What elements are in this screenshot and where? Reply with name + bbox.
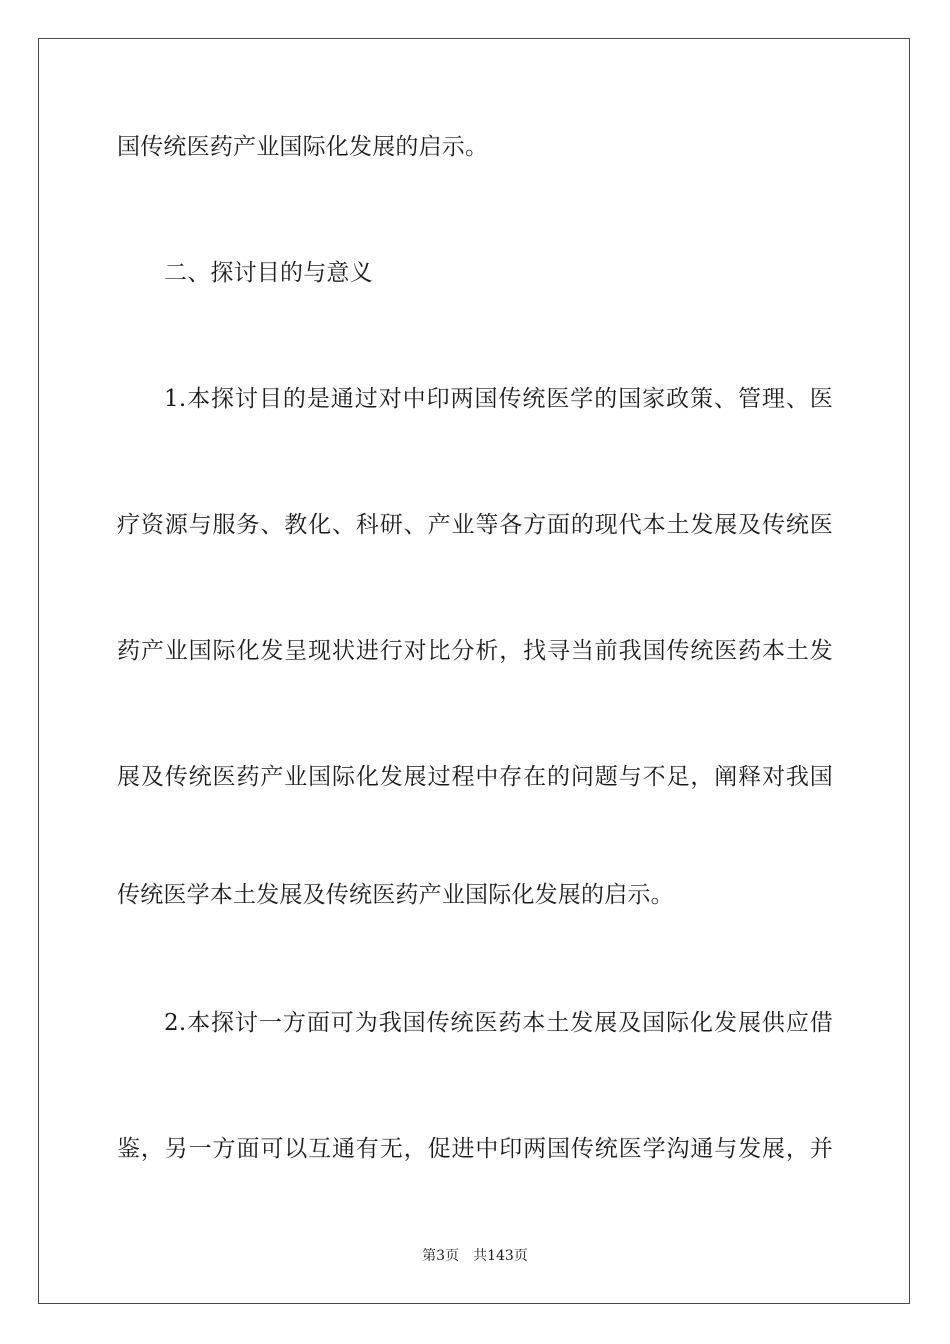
page-footer	[0, 1246, 950, 1266]
page-border	[38, 38, 910, 1304]
paragraph-line: 国传统医药产业国际化发展的启示。	[117, 134, 489, 160]
paragraph-line: 传统医学本土发展及传统医药产业国际化发展的启示。	[117, 882, 674, 908]
paragraph-line: 展及传统医药产业国际化发展过程中存在的问题与不足，阐释对我国	[117, 764, 833, 790]
page-total: 共143页	[473, 1248, 528, 1264]
paragraph-line: 1.本探讨目的是通过对中印两国传统医学的国家政策、管理、医	[164, 386, 833, 412]
paragraph-line: 2.本探讨一方面可为我国传统医药本土发展及国际化发展供应借	[164, 1010, 833, 1036]
section-heading: 二、探讨目的与意义	[164, 260, 373, 286]
paragraph-line: 鉴，另一方面可以互通有无，促进中印两国传统医学沟通与发展，并	[117, 1136, 833, 1162]
page-number: 第3页	[422, 1248, 460, 1264]
paragraph-line: 药产业国际化发呈现状进行对比分析，找寻当前我国传统医药本土发	[117, 638, 833, 664]
paragraph-line: 疗资源与服务、教化、科研、产业等各方面的现代本土发展及传统医	[117, 512, 833, 538]
